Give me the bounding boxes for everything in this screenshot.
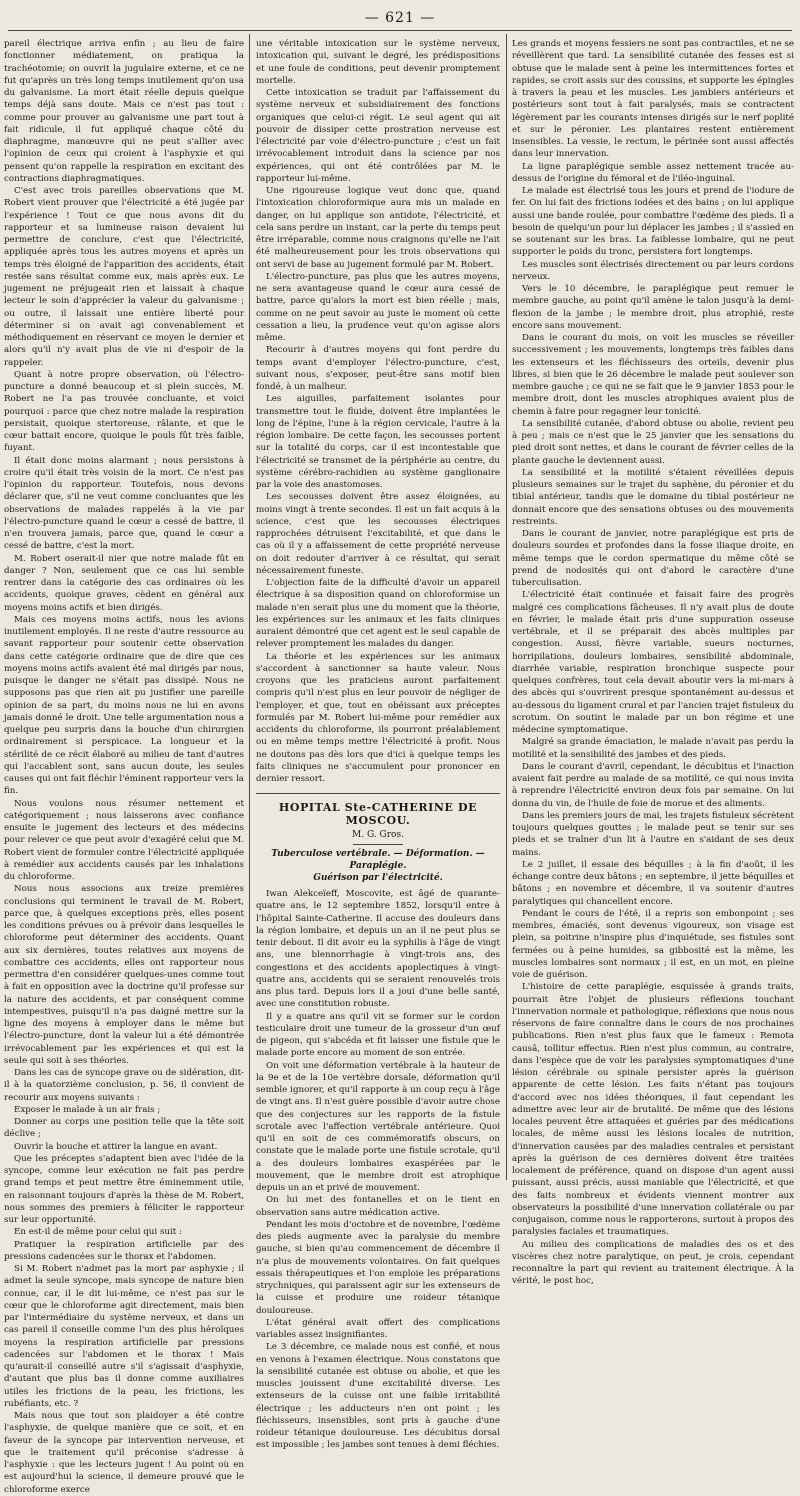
paragraph: Que les préceptes s'adaptent bien avec l'idée de la syncope, comme leur exécution ne fait pas perdre grand temps et peut mettre être éminemment utile, en raisonnant toujours d'après la thèse de M. Robert, nous sommes des premiers à féliciter le rapporteur sur leur opportunité. <box>4 1153 244 1225</box>
paragraph: En est-il de même pour celui qui suit : <box>14 1227 182 1238</box>
paragraph: M. Robert oserait-il nier que notre malade fût en danger ? Non, seulement que ce cas lui semble rentrer dans la catégorie des cas ordinaires où les accidents, quoique graves, cèdent en général aux moyens moins actifs et bien dirigés. <box>4 553 244 613</box>
paragraph: Nous voulons nous résumer nettement et catégoriquement ; nous laisserons avec confiance ensuite le jugement des lecteurs et des médecins pour relever ce que peut avoir d'exagéré celui que M. Robert vient de formuler contre l'électricité appliquée à remédier aux accidents causés par les inhalations du chloroforme. <box>4 798 244 882</box>
paragraph: Il était donc moins alarmant ; nous persistons à croire qu'il était très voisin de la mort. Ce n'est pas l'opinion du rapporteur. Toutefois, nous devons déclarer que, s'il ne veut comme concluantes que les observations de malades rappelés à la vie par l'électro-puncture quand le cœur a cessé de battre, il n'en trouvera jamais, parce que, quand le cœur a cessé de battre, c'est la mort. <box>4 455 244 552</box>
paragraph: On voit une déformation vertébrale à la hauteur de la 9e et de la 10e vertèbre dorsale, déformation qu'il semble ignorer, et qu'il rapporte à un coup reçu à l'âge de vingt ans. Il n'est guère possible d'avoir autre chose que des conjectures sur les rapports de la fistule scrotale avec l'affection vertébrale antérieure. Quoi qu'il en soit de ces commémoratifs obscurs, on constate que le malade porte une fistule scrotale, qu'il a des douleurs lombaires exaspérées par le mouvement, que le membre droit est atrophique depuis un an et privé de mouvement. <box>256 1060 500 1193</box>
paragraph: Les muscles sont électrisés directement ou par leurs cordons nerveux. <box>512 259 794 282</box>
paragraph: Il y a quatre ans qu'il vit se former sur le cordon testiculaire droit une tumeur de la grosseur d'un œuf de pigeon, qui s'abcéda et fit laisser une fistule que le malade porte encore au moment de son entrée. <box>256 1011 500 1059</box>
paragraph: Le malade est électrisé tous les jours et prend de l'iodure de fer. On lui fait des frictions iodées et des bains ; on lui applique aussi une bande roulée, pour combattre l'œdème des pieds. Il a besoin de quelqu'un pour lui déplacer les jambes ; il s'assied en se soutenant sur les bras. La faiblesse lombaire, qui ne peut supporter le poids du tronc, persistera fort longtemps. <box>512 186 794 258</box>
paragraph: L'électricité était continuée et faisait faire des progrès malgré ces complications fâcheuses. Il n'y avait plus de doute en février, le malade était pris d'une suppuration osseuse vertébrale, et il se préparait des abcès multiples par congestion. Aussi, fièvre variable, sueurs nocturnes, horripilations, douleurs lombaires, sensibilité abdominale, diarrhée variable, respiration bronchique suspecte pour quelques confrères, tout cela devait aboutir vers la mi-mars à des abcès qui s'ouvrirent presque spontanément au-dessus et au-dessous du ligament crural et par l'ancien trajet fistuleux du scrotum. On soutint le malade par un bon régime et une médecine symptomatique. <box>512 590 794 735</box>
paragraph: Le 2 juillet, il essaie des béquilles ; à la fin d'août, il les échange contre deux bâtons ; en septembre, il jette béquilles et bâtons ; en novembre et décembre, il va soutenir d'autres paralytiques qui chancellent encore. <box>512 859 794 907</box>
paragraph: Si M. Robert n'admet pas la mort par asphyxie ; il admet la seule syncope, mais syncope de nature bien connue, car, il le dit lui-même, ce n'est pas sur le cœur que le chloroforme agit directement, mais bien par l'intermédiaire du système nerveux, et dans un cas pareil il conseille comme l'un des plus héroïques moyens la respiration artificielle par pressions cadencées sur l'abdomen et le thorax ! Mais qu'aurait-il conseillé autre s'il s'agissait d'asphyxie, d'autant que plus bas il donne comme auxiliaires utiles les frictions de la peau, les frictions, les rubéfiants, etc. ? <box>4 1264 244 1409</box>
column-right <box>512 38 794 1287</box>
paragraph: Iwan Alekceïeff, Moscovite, est âgé de quarante-quatre ans, le 12 septembre 1852, lorsqu'il entre à l'hôpital Sainte-Catherine. Il accuse des douleurs dans la région lombaire, et depuis un an il ne peut plus se tenir debout. Il dit avoir eu la syphilis à l'âge de vingt ans, une blennorrhagie à vingt-trois ans, des congestions et des accidents apoplectiques à vingt-quatre ans, accidents qui se seraient renouvelés trois ans plus tard. Depuis lors il a joui d'une belle santé, avec une constitution robuste. <box>256 889 500 1010</box>
paragraph: La sensibilité cutanée, d'abord obtuse ou abolie, revient peu à peu ; mais ce n'est que le 25 janvier que les sensations du pied droit sont nettes, et dans le courant de février celles de la plante gauche le deviennent aussi. <box>512 418 794 466</box>
paragraph: Exposer le malade à un air frais ; <box>14 1104 161 1115</box>
paragraph: Recourir à d'autres moyens qui font perdre du temps avant d'employer l'électro-puncture, c'est, suivant nous, s'exposer, peut-être sans motif bien fondé, à un malheur. <box>256 345 500 392</box>
paragraph: Mais ces moyens moins actifs, nous les avions inutilement employés. Il ne reste d'autre ressource au savant rapporteur pour soutenir cette observation dans cette catégorie ordinaire que de dire que ces moyens moins actifs avaient été mal dirigés par nous, puisque le danger ne s'était pas dissipé. Nous ne supposons pas que rien ait pu justifier une pareille opinion de sa part, du moins nous ne lui en avons jamais donné le droit. Une telle argumentation nous a quelque peu surpris dans la bouche d'un chirurgien ordinairement si perspicace. La longueur et la stérilité de ce récit élaboré au milieu de tant d'autres qui l'accablent sont, sans aucun doute, les seules causes qui ont fait fléchir l'éminent rapporteur vers la fin. <box>4 614 244 797</box>
paragraph: Une rigoureuse logique veut donc que, quand l'intoxication chloroformique aura mis un malade en danger, on lui applique son antidote, l'électricité, et cela sans perdre un instant, car la perte du temps peut être irréparable, comme nous craignons qu'elle ne l'ait été malheureusement pour les trois observations qui ont servi de base au jugement formulé par M. Robert. <box>256 186 500 270</box>
column-divider-1 <box>249 34 250 1180</box>
paragraph: L'état général avait offert des complications variables assez insignifiantes. <box>256 1317 500 1340</box>
paragraph: La ligne paraplégique semble assez nettement tracée au-dessus de l'origine du fémoral et de l'iléo-inguinal. <box>512 161 794 184</box>
column-left <box>4 38 244 1495</box>
header-divider <box>353 844 403 845</box>
top-rule <box>8 30 792 31</box>
paragraph: On lui met des fontanelles et on le tient en observation sans autre médication active. <box>256 1195 500 1218</box>
paragraph: Vers le 10 décembre, le paraplégique peut remuer le membre gauche, au point qu'il amène le talon jusqu'à la demi-flexion de la jambe ; le membre droit, plus atrophié, reste encore sans mouvement. <box>512 284 794 331</box>
paragraph: Nous nous associons aux treize premières conclusions qui terminent le travail de M. Robert, parce que, à quelques exceptions près, elles posent les conditions prévues ou à prévoir dans lesquelles le chloroforme peut déterminer des accidents. Quant aux six dernières, toutes relatives aux moyens de combattre ces accidents, elles ont rapporteur nous permettra d'en considérer quelques-unes comme tout à fait en opposition avec la doctrine qu'il professe sur la nature des accidents, et par conséquent comme intempestives, puisqu'il n'a pas daigné mettre sur la ligne des moyens à employer dans le même but l'électro-puncture, dont la valeur lui a été démontrée irrévocablement par les expériences et qui est la seule qui soit à ses théories. <box>4 884 244 1066</box>
paragraph: L'objection faite de la difficulté d'avoir un appareil électrique à sa disposition quand on chloroformise un malade n'en serait plus une du moment que la théorie, les expériences sur les animaux et les faits cliniques auraient démontré que cet agent est le seul capable de relever promptement les malades du danger. <box>256 578 500 650</box>
paragraph: Dans le courant de janvier, notre paraplégique est pris de douleurs sourdes et profondes dans la fosse iliaque droite, en même temps que le cordon spermatique du même côté se prend de nodosités qui ont d'abord le caractère d'une tuberculisation. <box>512 529 794 588</box>
page-number: — 621 — <box>364 10 436 26</box>
article-author: M. G. Gros. <box>352 829 404 840</box>
paragraph: Les secousses doivent être assez éloignées, au moins vingt à trente secondes. Il est un fait acquis à la science, c'est que les secousses électriques rapprochées détruisent l'excitabilité, et que dans le cas où il y a affaissement de cette propriété nerveuse on doit redouter d'arriver à ce résultat, qui serait nécessairement funeste. <box>256 492 500 576</box>
paragraph: Malgré sa grande émaciation, le malade n'avait pas perdu la motilité et la sensibilité des jambes et des pieds. <box>512 737 794 760</box>
paragraph: La théorie et les expériences sur les animaux s'accordent à sanctionner sa haute valeur. Nous croyons que les praticiens auront parfaitement compris qu'il n'est plus en leur pouvoir de négliger de l'employer, et que, tout en obéissant aux préceptes formulés par M. Robert lui-même pour remédier aux accidents du chloroforme, ils pourront préalablement ou en même temps mettre l'électricité à profit. Nous ne doutons pas dès lors que d'ici à quelque temps les faits cliniques ne s'accumulent pour prononcer en dernier ressort. <box>256 651 500 784</box>
column-middle <box>256 38 500 1451</box>
paragraph: Quant à notre propre observation, où l'électro-puncture a donné beaucoup et si plein succès, M. Robert ne l'a pas trouvée concluante, et voici pourquoi : parce que chez notre malade la respiration persistait, quoique stertoreuse, râlante, et que le cœur battait encore, quoique le pouls fût très faible, fuyant. <box>4 369 244 454</box>
paragraph: Pendant le cours de l'été, il a repris son embonpoint ; ses membres, émaciés, sont devenus vigoureux, son visage est plein, sa poitrine n'inspire plus d'inquiétude, ses fistules sont fermées ou à peine humides, sa gibbosité est la même, les muscles lombaires sont normaux ; il est, en un mot, en pleine voie de guérison. <box>512 908 794 980</box>
paragraph: Dans le courant d'avril, cependant, le décubitus et l'inaction avaient fait perdre au malade de sa motilité, ce qui nous invita à reprendre l'électricité environ deux fois par semaine. On lui donna du vin, de l'huile de foie de morue et des aliments. <box>512 761 794 809</box>
article-subtitle-continued: Guérison par l'électricité. <box>313 873 443 883</box>
paragraph: Pendant les mois d'octobre et de novembre, l'œdème des pieds augmente avec la paralysie du membre gauche, si bien qu'au commencement de décembre il n'a plus de mouvements volontaires. On fait quelques essais thérapeutiques et l'on emploie les préparations strychniques, qui paraissent agir sur les extenseurs de la cuisse et produire une roideur tétanique douloureuse. <box>256 1219 500 1316</box>
hospital-title: HOPITAL Ste-CATHERINE DE MOSCOU. <box>256 793 500 827</box>
paragraph: Dans les cas de syncope grave ou de sidération, dit-il à la quatorzième conclusion, p. 56, il convient de recourir aux moyens suivants : <box>4 1068 244 1103</box>
paragraph: Au milieu des complications de maladies des os et des viscères chez notre paralytique, on peut, je crois, cependant reconnaître la part qui revient au traitement électrique. À la vérité, le post hoc, <box>512 1239 794 1287</box>
paragraph: La sensibilité et la motilité s'étaient réveillées depuis plusieurs semaines sur le trajet du saphène, du péronier et du tibial antérieur, tandis que le domaine du tibial postérieur ne donnait encore que des sensations obtuses ou des mouvements restreints. <box>512 467 794 527</box>
paragraph: Donner au corps une position telle que la tête soit déclive ; <box>4 1117 244 1140</box>
paragraph: L'électro-puncture, pas plus que les autres moyens, ne sera avantageuse quand le cœur aura cessé de battre, parce qu'alors la mort est bien réelle ; mais, comme on ne peut savoir au juste le moment où cette cessation a lieu, la prudence veut qu'on agisse alors même. <box>256 271 500 343</box>
paragraph: C'est avec trois pareilles observations que M. Robert vient prouver que l'électricité a été jugée par l'expérience ! Tout ce que nous avons dit du rapporteur et sa lumineuse raison devaient lui permettre de conclure, c'est que l'électricité, appliquée après tous les autres moyens et après un temps très éloigné de l'apparition des accidents, était restée sans résultat comme eux, mais après eux. Le jugement ne préjugeait rien et laissait à chaque lecteur le soin d'apprécier la valeur du galvanisme ; ou outre, il laissait une entière liberté pour déterminer si on avait agi convenablement et méthodiquement en réservant ce moyen le dernier et alors qu'il n'y avait plus de vie ni d'espoir de la rappeler. <box>4 186 244 368</box>
article-header <box>256 793 500 884</box>
article-subtitle: Tuberculose vertébrale. — Déformation. — Paraplégie. <box>271 849 485 871</box>
paragraph: Cette intoxication se traduit par l'affaissement du système nerveux et subsidiairement des fonctions organiques que celui-ci régit. Le seul agent qui ait pouvoir de dissiper cette prostration nerveuse est l'électricité par voie d'électro-puncture ; c'est un fait irrévocablement introduit dans la science par nos expériences, qui ont été contrôlées par M. le rapporteur lui-même. <box>256 88 500 184</box>
paragraph: pareil électrique arriva enfin ; au lieu de faire fonctionner médiatement, on pratiqua la trachéotomie; on ouvrit la jugulaire externe, et ce ne fut qu'après un très long temps inutilement qu'on usa du galvanisme. La mort était réelle depuis quelque temps déjà sans doute. Mais ce n'est pas tout : comme pour prouver au galvanisme une part tout à fait ridicule, il fut appliqué chaque côté du diaphragme, manœuvre qui ne peut s'allier avec l'opinion de ceux qui croient à l'asphyxie et qui pensent qu'on rappelle la respiration en excitant des contractions diaphragmatiques. <box>4 39 244 184</box>
paragraph: une véritable intoxication sur le système nerveux, intoxication qui, suivant le degré, les prédispositions et une foule de conditions, peut devenir promptement mortelle. <box>256 39 500 86</box>
paragraph: Dans le courant du mois, on voit les muscles se réveiller successivement ; les mouvements, longtemps très faibles dans les extenseurs et les fléchisseurs des orteils, devenir plus libres, si bien que le 26 décembre le malade peut soulever son membre gauche ; ce qui ne se fait que le 9 janvier 1853 pour le membre droit, dont les muscles atrophiques avaient plus de chemin à faire pour regagner leur tonicité. <box>512 333 794 417</box>
paragraph: L'histoire de cette paraplégie, esquissée à grands traits, pourrait être l'objet de plusieurs réflexions touchant l'innervation normale et pathologique, réflexions que nous nous réservons de faire connaître dans le cours de nos prochaines publications. Rien n'est plus faux que le fameux : Remota causâ, tollitur effectus. Rien n'est plus commun, au contraire, dans l'espèce que de voir les paralysies symptomatiques d'une lésion cérébrale ou spinale persister après la guérison apparente de cette lésion. Les faits n'étant pas toujours d'accord avec nos idées théoriques, il faut cependant les admettre avec leur air de brutalité. De même que des lésions locales peuvent être attaquées et guéries par des médications locales, de même aussi les lésions locales de nutrition, d'innervation causées par des maladies centrales et persistant après la guérison de ces dernières doivent être traitées localement de préférence, quand on dispose d'un agent aussi puissant, aussi précis, aussi maniable que l'électricité, et que des faits nombreux et évidents viennent montrer aux observateurs la possibilité d'une innervation collatérale ou par conjugaison, comme nous le rapporterons, surtout à propos des paralysies faciales et traumatiques. <box>512 982 794 1238</box>
paragraph: Dans les premiers jours de mai, les trajets fistuleux sécrètent toujours quelques gouttes ; le malade peut se tenir sur ses pieds et se traîner d'un lit à l'autre en s'aidant de ses deux mains. <box>512 810 794 858</box>
paragraph: Ouvrir la bouche et attirer la langue en avant. <box>14 1141 218 1152</box>
paragraph: Les aiguilles, parfaitement isolantes pour transmettre tout le fluide, doivent être implantées le long de l'épine, l'une à la région cervicale, l'autre à la région lombaire. De cette façon, les secousses portent sur la totalité du corps, car il est incontestable que l'électricité se transmet de la périphérie au centre, du système cérébro-rachidien au système ganglionaire par la voie des anastomoses. <box>256 394 500 490</box>
paragraph: Le 3 décembre, ce malade nous est confié, et nous en venons à l'examen électrique. Nous constatons que la sensibilité cutanée est obtuse ou abolie, et que les muscles jouissent d'une excitabilité diverse. Les extenseurs de la cuisse ont une faible irritabilité électrique ; les adducteurs n'en ont point ; les fléchisseurs, insensibles, sont pris à gauche d'une roideur tétanique douloureuse. Les décubitus dorsal est impossible ; les jambes sont tenues à demi fléchies. <box>256 1342 500 1451</box>
paragraph: Les grands et moyens fessiers ne sont pas contractiles, et ne se réveillèrent que tard. La sensibilité cutanée des fesses est si obtuse que le malade sent à peine les intermittences fortes et rapides, se croit assis sur des coussins, et supporte les épingles à travers la peau et les muscles. Les jambiers antérieurs et postérieurs sont tout à fait paralysés, mais se contractent légèrement par les courants intenses dirigés sur le nerf poplité et sur le péronier. Les plantaires restent entièrement insensibles. La vessie, le rectum, le périnée sont aussi affectés dans leur innervation. <box>512 39 794 160</box>
paragraph: Pratiquer la respiration artificielle par des pressions cadencées sur le thorax et l'abdomen. <box>4 1239 244 1262</box>
column-divider-2 <box>506 34 507 1180</box>
paragraph: Mais nous que tout son plaidoyer a été contre l'asphyxie, de quelque manière que ce soit, et en faveur de la syncope par intervention nerveuse, et que le traitement qu'il préconise s'adresse à l'asphyxie : que les lecteurs jugent ! Au point où en est aujourd'hui la science, il demeure prouvé que le chloroforme exerce <box>4 1411 244 1495</box>
